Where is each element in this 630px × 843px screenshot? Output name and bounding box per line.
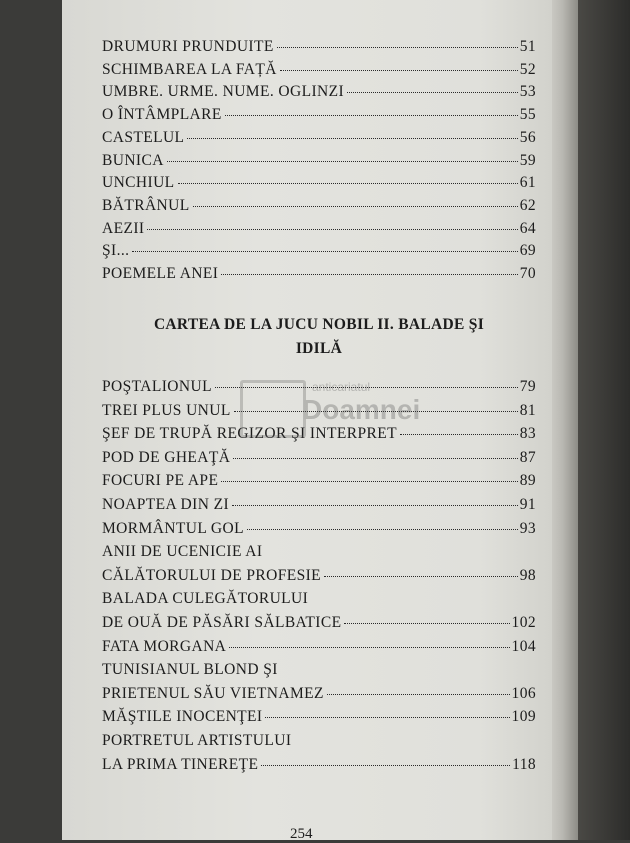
toc-entry xyxy=(102,174,536,196)
page-shadow xyxy=(578,0,630,840)
toc-entry-title: ŞEF DE TRUPĂ REGIZOR ŞI INTERPRET xyxy=(102,425,397,443)
toc-entry xyxy=(102,265,536,287)
toc-leader-dots xyxy=(193,206,518,207)
toc-entry-title: NOAPTEA DIN ZI xyxy=(102,496,230,513)
toc-entry xyxy=(102,197,536,219)
toc-entry-title: CĂLĂTORULUI DE PROFESIE xyxy=(102,566,322,584)
page-number: 254 xyxy=(290,826,313,842)
toc-entry-page: 81 xyxy=(519,401,536,419)
toc-leader-dots xyxy=(147,229,517,230)
toc-leader-dots xyxy=(247,529,518,530)
toc-entry-title: TUNISIANUL BLOND ŞI xyxy=(102,661,278,679)
toc-leader-dots xyxy=(225,115,518,116)
toc-entry-title: DE OUĂ DE PĂSĂRI SĂLBATICE xyxy=(102,614,342,631)
toc-entry xyxy=(102,83,536,105)
section-heading-line1: CARTEA DE LA JUCU NOBIL II. BALADE ŞI xyxy=(153,316,485,333)
toc-leader-dots xyxy=(324,576,518,577)
toc-entry xyxy=(102,614,536,636)
toc-entry xyxy=(102,242,536,264)
toc-entry-page: 104 xyxy=(511,637,536,655)
toc-entry xyxy=(102,756,536,778)
toc-entry-title: MĂŞTILE INOCENŢEI xyxy=(102,708,263,726)
toc-entry-title: O ÎNTÂMPLARE xyxy=(102,106,222,124)
toc-leader-dots xyxy=(265,717,509,718)
toc-entry-title: ŞI... xyxy=(102,242,130,260)
toc-entry xyxy=(102,732,536,754)
toc-entry-page: 93 xyxy=(519,519,536,537)
toc-leader-dots xyxy=(132,251,517,252)
toc-entry-page: 52 xyxy=(519,60,536,78)
watermark-big-text: Doamnei xyxy=(302,394,421,425)
toc-entry-page: 87 xyxy=(519,448,536,466)
section-heading-line2: IDILĂ xyxy=(295,340,343,357)
toc-entry xyxy=(102,685,536,707)
toc-entry-title: ANII DE UCENICIE AI xyxy=(102,543,263,561)
toc-entry xyxy=(102,496,536,518)
toc-entry-page: 61 xyxy=(519,174,536,192)
toc-leader-dots xyxy=(178,183,518,184)
toc-entry-title: FATA MORGANA xyxy=(102,637,227,655)
toc-leader-dots xyxy=(280,70,518,71)
toc-leader-dots xyxy=(277,47,518,48)
toc-entry-title: AEZII xyxy=(102,219,145,237)
toc-entry-title: PRIETENUL SĂU VIETNAMEZ xyxy=(102,684,324,702)
toc-entry xyxy=(102,38,536,60)
toc-entry-title: LA PRIMA TINEREŢE xyxy=(102,755,259,773)
toc-entry xyxy=(102,61,536,83)
toc-entry-page: 91 xyxy=(519,496,536,513)
toc-entry-page: 62 xyxy=(519,196,536,214)
watermark-small-text: anticariatul xyxy=(312,380,371,394)
toc-entry xyxy=(102,449,536,471)
toc-entry-page: 69 xyxy=(519,242,536,260)
watermark-frame-icon xyxy=(240,380,306,438)
toc-entry xyxy=(102,106,536,128)
toc-entry-title: BUNICA xyxy=(102,151,164,169)
toc-entry-title: POD DE GHEAŢĂ xyxy=(102,448,231,466)
toc-leader-dots xyxy=(187,138,517,139)
toc-leader-dots xyxy=(261,765,510,766)
toc-entry-title: BĂTRÂNUL xyxy=(102,196,190,214)
toc-entry-page: 64 xyxy=(519,219,536,237)
toc-leader-dots xyxy=(347,92,518,93)
toc-entry-page: 89 xyxy=(519,472,536,490)
toc-entry-title: TREI PLUS UNUL xyxy=(102,401,231,419)
toc-entry-page: 102 xyxy=(511,614,536,631)
toc-leader-dots xyxy=(221,274,517,275)
toc-leader-dots xyxy=(229,647,509,648)
toc-entry-page: 98 xyxy=(519,566,536,584)
toc-entry-title: BALADA CULEGĂTORULUI xyxy=(102,590,309,608)
toc-entry-title: FOCURI PE APE xyxy=(102,472,219,490)
toc-entry-title: POŞTALIONUL xyxy=(102,378,212,395)
toc-entry-page: 59 xyxy=(519,151,536,169)
toc-entry-page: 51 xyxy=(519,38,536,55)
toc-entry xyxy=(102,220,536,242)
toc-leader-dots xyxy=(221,481,517,482)
toc-entry-page: 118 xyxy=(512,755,536,773)
toc-entry-title: POEMELE ANEI xyxy=(102,265,219,282)
toc-entry xyxy=(102,543,536,565)
toc-entry-page: 79 xyxy=(519,378,536,395)
toc-entry-page: 55 xyxy=(519,106,536,124)
toc-entry-page: 56 xyxy=(519,128,536,146)
toc-entry-title: CASTELUL xyxy=(102,128,185,146)
toc-entry-title: DRUMURI PRUNDUITE xyxy=(102,38,274,55)
toc-entry xyxy=(102,567,536,589)
toc-entry-title: SCHIMBAREA LA FAȚĂ xyxy=(102,60,277,78)
toc-leader-dots xyxy=(233,458,517,459)
watermark-logo xyxy=(234,376,424,446)
toc-entry xyxy=(102,708,536,730)
toc-leader-dots xyxy=(232,505,518,506)
toc-entry-title: UNCHIUL xyxy=(102,174,175,192)
toc-leader-dots xyxy=(167,161,518,162)
toc-entry-page: 53 xyxy=(519,83,536,101)
toc-leader-dots xyxy=(344,623,509,624)
toc-entry xyxy=(102,638,536,660)
toc-entry-page: 109 xyxy=(511,708,536,726)
toc-entry-page: 83 xyxy=(519,425,536,443)
toc-entry-page: 70 xyxy=(519,265,536,282)
toc-entry xyxy=(102,661,536,683)
toc-entry xyxy=(102,520,536,542)
toc-entry xyxy=(102,129,536,151)
page-edge xyxy=(552,0,578,840)
toc-entry xyxy=(102,152,536,174)
toc-entry-title: MORMÂNTUL GOL xyxy=(102,519,244,537)
toc-entry xyxy=(102,472,536,494)
toc-entry-title: PORTRETUL ARTISTULUI xyxy=(102,732,292,749)
toc-entry-page: 106 xyxy=(511,684,536,702)
toc-entry xyxy=(102,590,536,612)
toc-entry-title: UMBRE. URME. NUME. OGLINZI xyxy=(102,83,345,101)
toc-leader-dots xyxy=(327,694,510,695)
